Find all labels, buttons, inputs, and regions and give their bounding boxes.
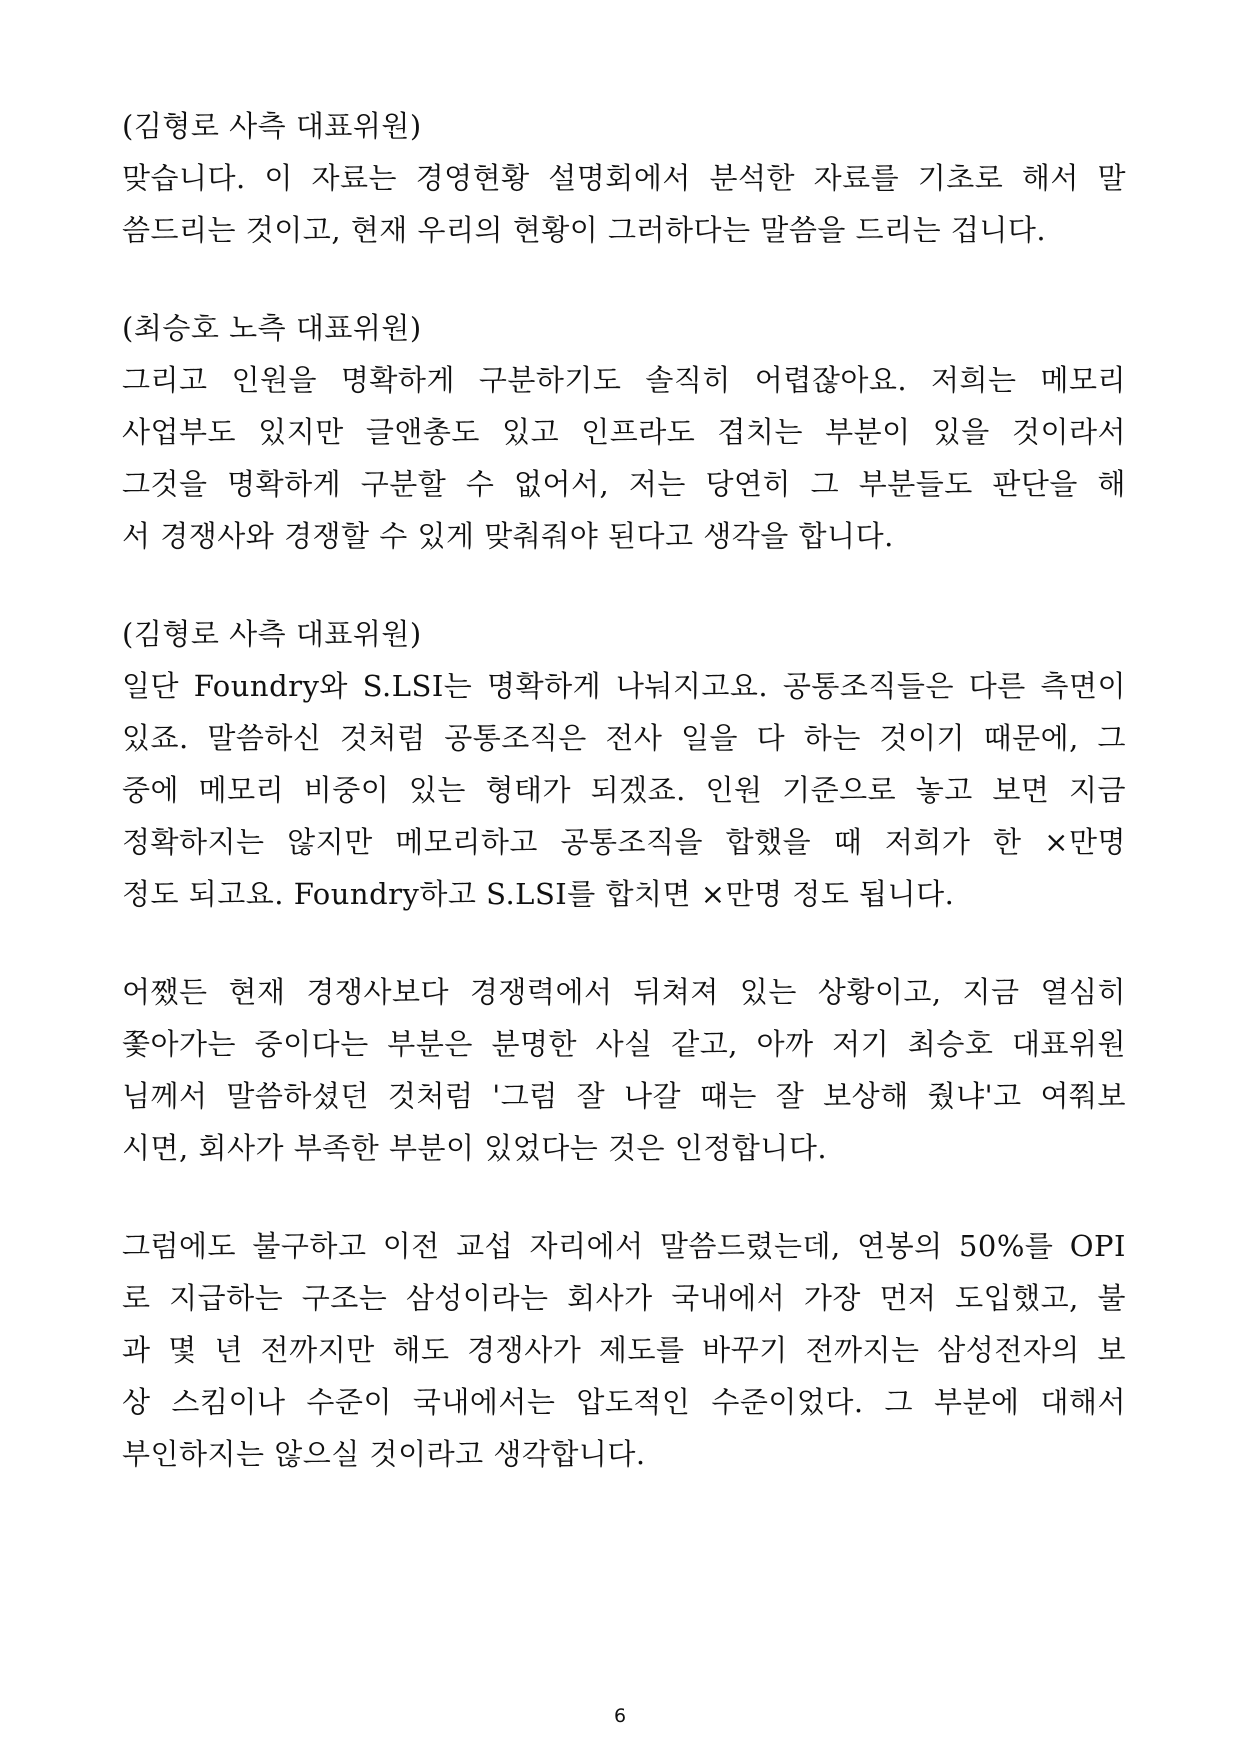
speaker-label: (김형로 사측 대표위원) [122, 109, 422, 143]
paragraph-line: 그것을 명확하게 구분할 수 없어서, 저는 당연히 그 부분들도 판단을 해 [122, 467, 1126, 501]
paragraph-line: 있죠. 말씀하신 것처럼 공통조직은 전사 일을 다 하는 것이기 때문에, 그 [122, 721, 1126, 755]
paragraph-line: 맞습니다. 이 자료는 경영현황 설명회에서 분석한 자료를 기초로 해서 말 [122, 161, 1126, 195]
paragraph-line: 과 몇 년 전까지만 해도 경쟁사가 제도를 바꾸기 전까지는 삼성전자의 보 [122, 1333, 1126, 1367]
paragraph-line: 님께서 말씀하셨던 것처럼 '그럼 잘 나갈 때는 잘 보상해 줬냐'고 여쭤보 [122, 1079, 1126, 1113]
paragraph-line: 정확하지는 않지만 메모리하고 공통조직을 합했을 때 저희가 한 ×만명 [122, 825, 1126, 859]
paragraph-line: 중에 메모리 비중이 있는 형태가 되겠죠. 인원 기준으로 놓고 보면 지금 [122, 773, 1126, 807]
paragraph-line: 로 지급하는 구조는 삼성이라는 회사가 국내에서 가장 먼저 도입했고, 불 [122, 1281, 1126, 1315]
paragraph-line: 씀드리는 것이고, 현재 우리의 현황이 그러하다는 말씀을 드리는 겁니다. [122, 213, 1047, 247]
page-number: 6 [613, 1705, 627, 1727]
paragraph-line: 부인하지는 않으실 것이라고 생각합니다. [122, 1437, 646, 1471]
paragraph-line: 그럼에도 불구하고 이전 교섭 자리에서 말씀드렸는데, 연봉의 50%를 OPI [122, 1229, 1126, 1263]
paragraph-line: 정도 되고요. Foundry하고 S.LSI를 합치면 ×만명 정도 됩니다. [122, 877, 955, 911]
paragraph-line: 상 스킴이나 수준이 국내에서는 압도적인 수준이었다. 그 부분에 대해서 [122, 1385, 1126, 1419]
paragraph-line: 쫓아가는 중이다는 부분은 분명한 사실 같고, 아까 저기 최승호 대표위원 [122, 1027, 1126, 1061]
paragraph-line: 사업부도 있지만 글앤총도 있고 인프라도 겹치는 부분이 있을 것이라서 [122, 415, 1126, 449]
paragraph-line: 시면, 회사가 부족한 부분이 있었다는 것은 인정합니다. [122, 1131, 828, 1165]
speaker-label: (최승호 노측 대표위원) [122, 311, 422, 345]
paragraph-line: 서 경쟁사와 경쟁할 수 있게 맞춰줘야 된다고 생각을 합니다. [122, 519, 894, 553]
paragraph-line: 일단 Foundry와 S.LSI는 명확하게 나눠지고요. 공통조직들은 다른 측면이 [122, 669, 1126, 703]
paragraph-line: 그리고 인원을 명확하게 구분하기도 솔직히 어렵잖아요. 저희는 메모리 [122, 363, 1126, 397]
speaker-label: (김형로 사측 대표위원) [122, 617, 422, 651]
paragraph-line: 어쨌든 현재 경쟁사보다 경쟁력에서 뒤쳐져 있는 상황이고, 지금 열심히 [122, 975, 1126, 1009]
